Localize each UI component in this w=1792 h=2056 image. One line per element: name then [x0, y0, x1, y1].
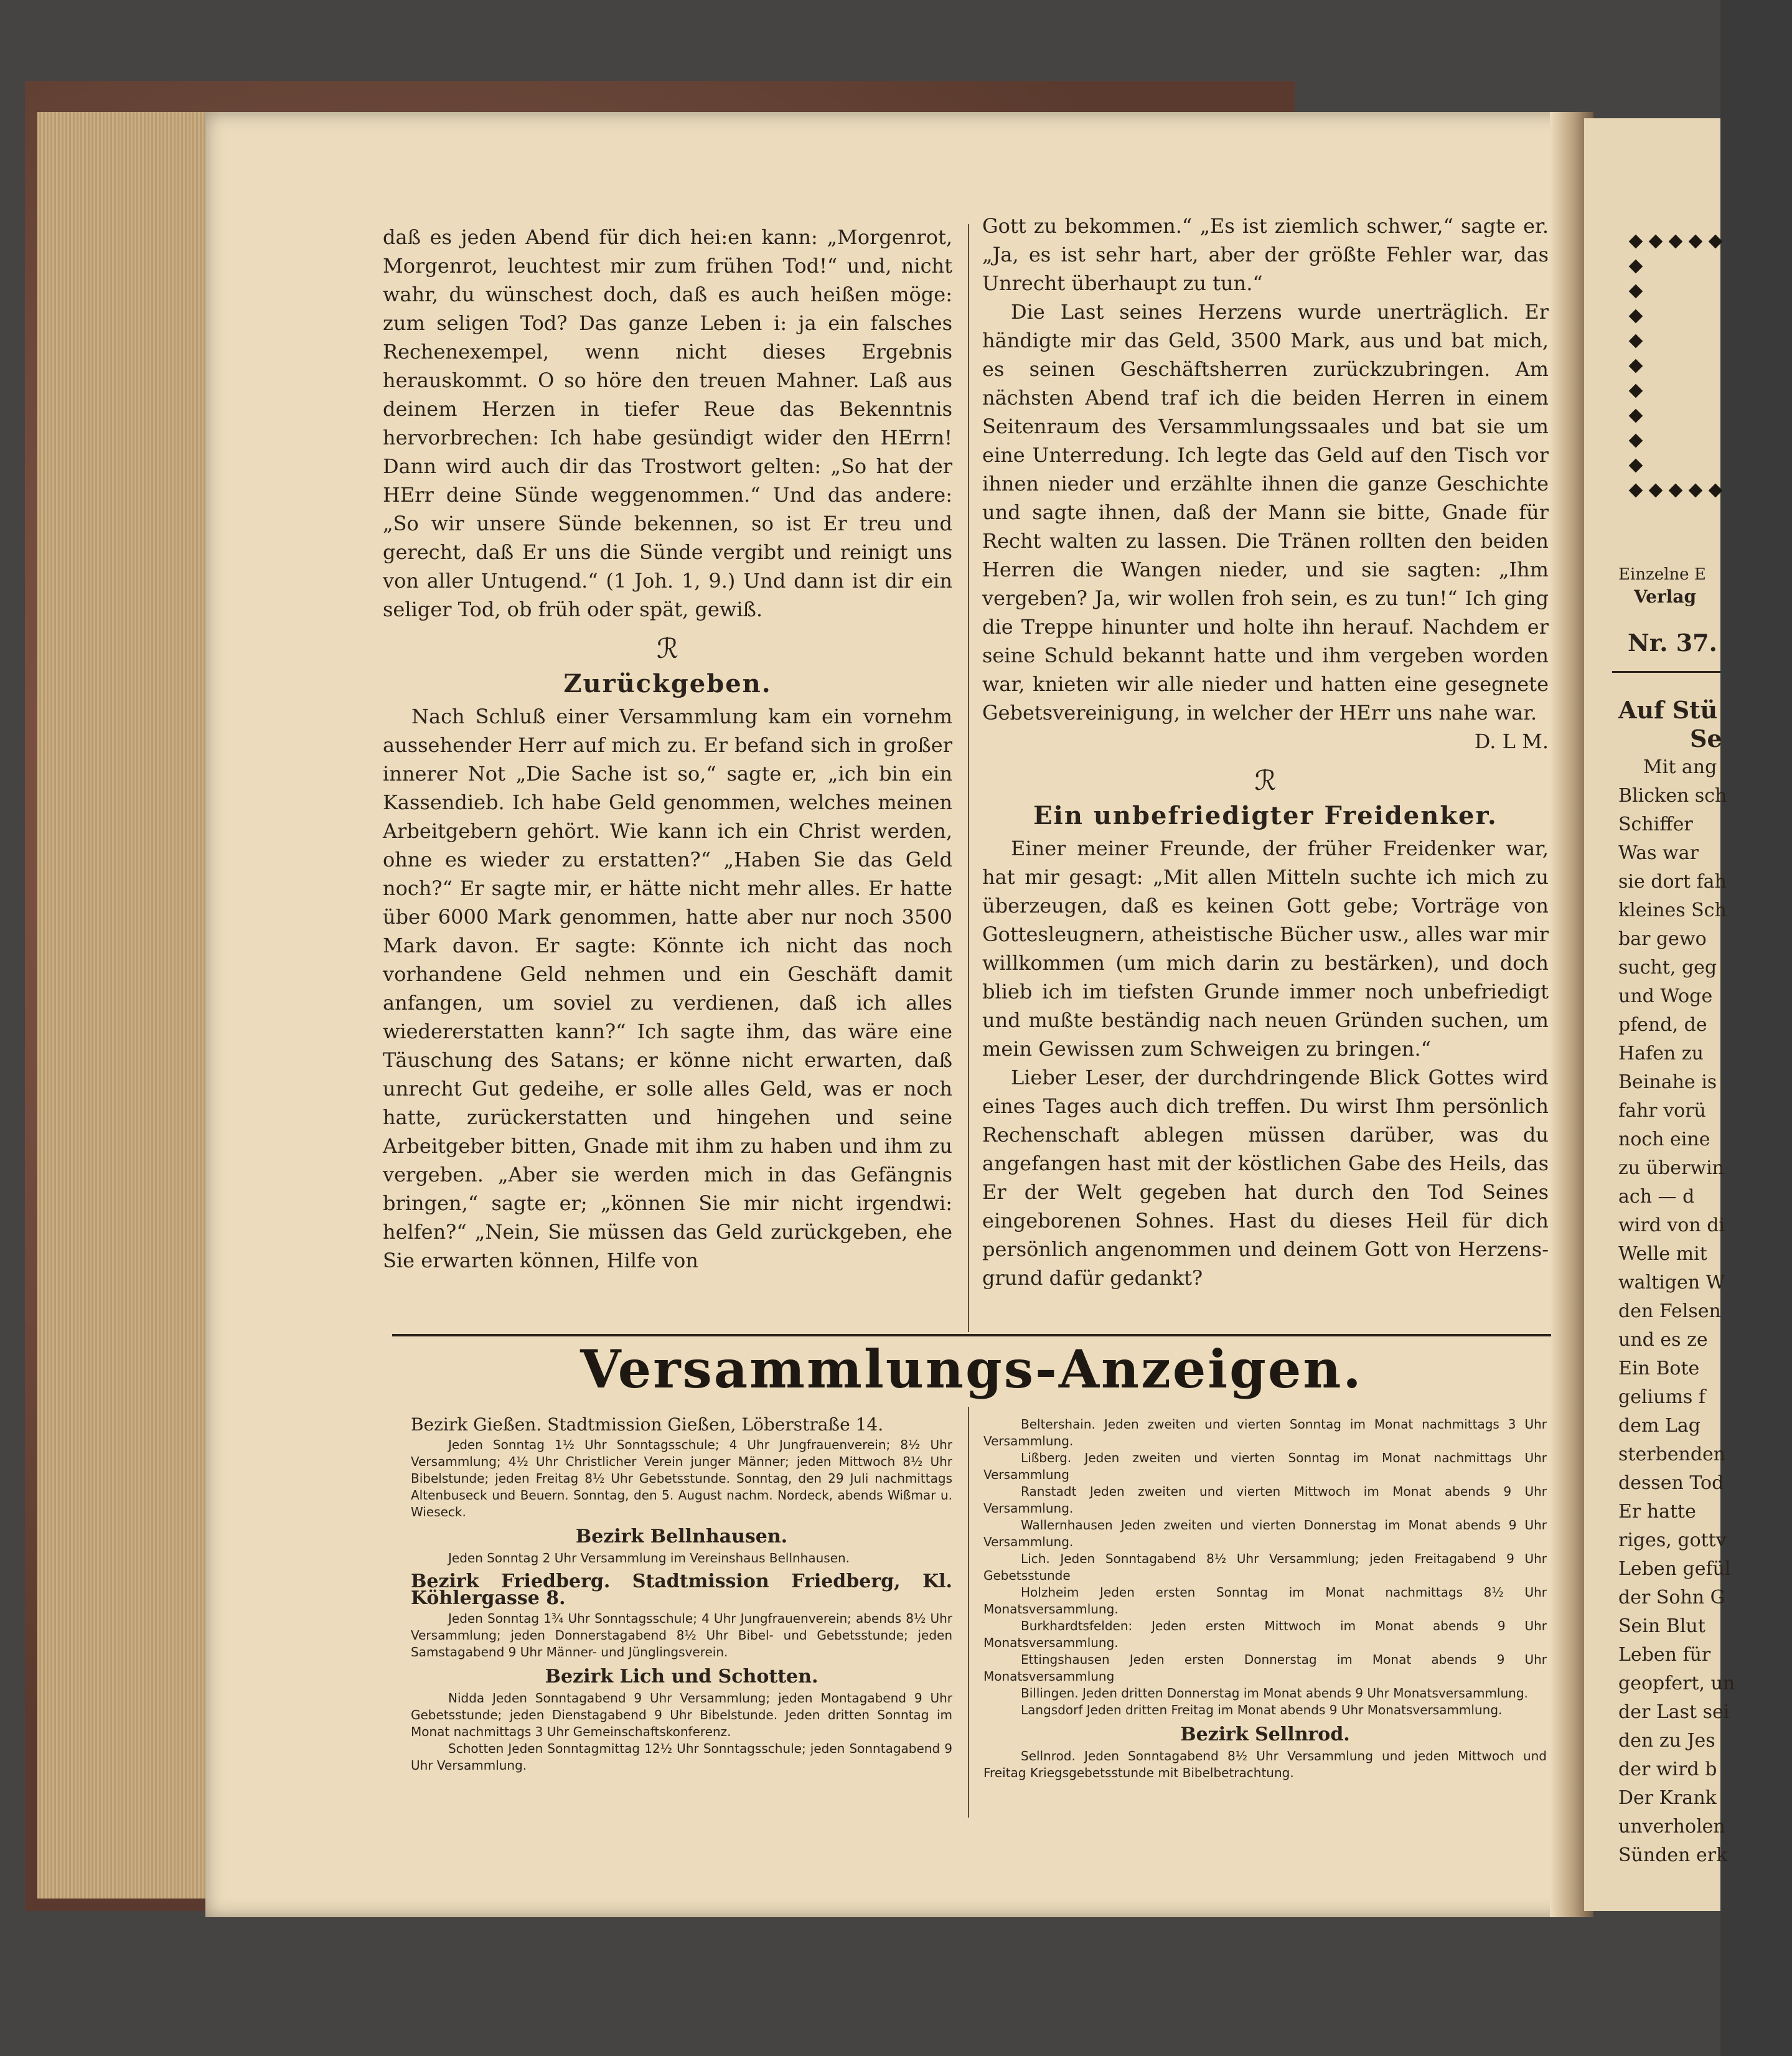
ornament: ℛ	[656, 633, 679, 665]
announcement-text: Schotten Jeden Sonntagmittag 12½ Uhr Sonntagsschule; jeden Sonntagabend 9 Uhr Versammlung.	[411, 1741, 952, 1773]
facing-line: Sünden erk	[1618, 1844, 1728, 1866]
announcement-text: Jeden Sonntag 1¾ Uhr Sonntagsschule; 4 Uhr Jungfrauenverein; abends 8½ Uhr Versammlung; jeden Donnerstagabend 8½ Uhr Bibel- und Gebetsstunde; jeden Samstagabend 9 Uhr Männer- und Jünglingsverein.	[411, 1611, 952, 1659]
right-column	[982, 212, 1549, 1292]
announcement-text: Billingen. Jeden dritten Donnerstag im Monat abends 9 Uhr Monatsversammlung.	[1021, 1686, 1528, 1701]
column-divider	[968, 1407, 969, 1818]
diamond-border-left	[1629, 260, 1643, 473]
facing-line: Mit ang	[1643, 756, 1717, 778]
announcement-text: Nidda Jeden Sonntagabend 9 Uhr Versammlung; jeden Montagabend 9 Uhr Gebetsstunde; jeden Dienstagabend 9 Uhr Bibelstunde. Jeden dritten Sonntag im Monat nachmittags 3 Uhr Gemeinschaftskonferenz.	[411, 1691, 952, 1739]
facing-line: den zu Jes	[1618, 1730, 1715, 1752]
diamond-border-top	[1629, 235, 1723, 249]
paragraph: Gott zu bekommen.“ „Es ist ziemlich schwer,“ sagte er. „Ja, es ist sehr hart, aber der größte Fehler war, das Unrecht überhaupt zu tun.“	[982, 214, 1549, 295]
facing-line: Sein Blut	[1618, 1615, 1705, 1637]
district-heading: Bezirk Friedberg. Stadtmission Friedberg, Kl. Köhlergasse 8.	[411, 1570, 952, 1609]
paragraph: Einer meiner Freunde, der früher Freidenker war, hat mir gesagt: „Mit allen Mitteln suchte ich mich zu überzeugen, daß es keinen Gott gebe; Vorträge von Gottesleugnern, atheistische Bücher usw., alles war mir willkommen (um mich darin zu bestärken), und doch blieb ich im tiefsten Grunde immer noch unbefriedigt und mußte beständig nach neuen Gründen suchen, um mein Gewissen zum Schweigen zu bringen.“	[982, 837, 1549, 1061]
paragraph: daß es jeden Abend für dich hei:en kann: „Morgenrot, Morgenrot, leuchtest mir zum frühen Tod!“ und, nicht wahr, du wünschest doch, daß es auch heißen möge: zum seligen Tod? Das ganze Leben i: ja ein falsches Rechenexempel, wenn nicht dieses Ergebnis herauskommt. O so höre den treuen Mahner. Laß aus deinem Herzen in tiefer Reue das Bekenntnis hervorbrechen: Ich habe gesündigt wider den HErrn! Dann wird auch dir das Trostwort gelten: „So hat der HErr deine Sünde weggenommen.“ Und das andere: „So wir unsere Sünde bekennen, so ist Er treu und gerecht, daß Er uns die Sünde vergibt und reinigt uns von aller Untugend.“ (1 Joh. 1, 9.) Und dann ist dir ein seliger Tod, ob früh oder spät, gewiß.	[383, 225, 952, 621]
paragraph: Nach Schluß einer Versammlung kam ein vornehm aussehender Herr auf mich zu. Er befand sich in großer innerer Not „Die Sache ist so,“ sagte er, „ich bin ein Kassendieb. Ich habe Geld genommen, welches meinen Arbeitgebern gehört. Wie kann ich ein Christ werden, ohne es wieder zu erstatten?“ „Haben Sie das Geld noch?“ Er sagte mir, er hätte nicht mehr alles. Er hatte über 6000 Mark genommen, hatte aber nur noch 3500 Mark davon. Er sagte: Könnte ich nicht das noch vorhandene Geld nehmen und ein Geschäft damit anfangen, um soviel zu verdienen, daß ich alles wiedererstatten kann?“ Ich sagte ihm, das wäre eine Täuschung des Satans; er könne nicht erwarten, daß unrecht Gut gedeihe, er solle alles Geld, was er noch hatte, zurückerstatten und hingehen und seine Arbeitgeber bitten, Gnade mit ihm zu haben und ihm zu vergeben. „Aber sie werden mich in das Gefängnis bringen,“ sagte er; „können Sie mir nicht irgendwi: helfen?“ „Nein, Sie müssen das Geld zurückgeben, ehe Sie erwarten können, Hilfe von	[383, 705, 952, 1272]
facing-line: zu überwin	[1618, 1157, 1724, 1179]
facing-line: kleines Sch	[1618, 899, 1727, 921]
facing-line: und es ze	[1618, 1329, 1708, 1351]
facing-line: sie dort fah	[1618, 871, 1727, 893]
announcement-text: Holzheim Jeden ersten Sonntag im Monat nachmittags 8½ Uhr Monatsversammlung.	[983, 1585, 1547, 1617]
announcements-right	[983, 1416, 1547, 1781]
facing-line: Beinahe is	[1618, 1071, 1717, 1093]
column-divider	[968, 224, 969, 1332]
facing-line: geopfert, un	[1618, 1673, 1735, 1694]
diamond-border-bottom	[1629, 484, 1723, 498]
facing-line: unverholen	[1618, 1816, 1725, 1838]
facing-line: den Felsen	[1618, 1300, 1721, 1322]
facing-rule	[1612, 671, 1720, 673]
announcement-text: Ranstadt Jeden zweiten und vierten Mittwoch im Monat abends 9 Uhr Versammlung.	[983, 1484, 1547, 1516]
facing-line: Leben für	[1618, 1644, 1711, 1666]
facing-line: pfend, de	[1618, 1014, 1707, 1036]
announcement-text: Jeden Sonntag 2 Uhr Versammlung im Vereinshaus Bellnhausen.	[448, 1551, 850, 1565]
facing-line: fahr vorü	[1618, 1100, 1706, 1122]
facing-line: Schiffer	[1618, 814, 1693, 835]
section-rule	[392, 1334, 1551, 1336]
signature: D. L M.	[1474, 730, 1549, 753]
district-heading: Bezirk Bellnhausen.	[575, 1526, 788, 1547]
left-column	[383, 223, 952, 1275]
facing-line: Se	[1690, 725, 1722, 753]
facing-line: Auf Stü	[1618, 696, 1718, 724]
facing-column	[1618, 696, 1735, 1870]
facing-line: Hafen zu	[1618, 1043, 1704, 1064]
ornament: ℛ	[1254, 765, 1277, 797]
district-heading: Bezirk Gießen. Stadtmission Gießen, Löberstraße 14.	[411, 1414, 884, 1435]
announcement-text: Burkhardtsfelden: Jeden ersten Mittwoch im Monat abends 9 Uhr Monatsversammlung.	[983, 1618, 1547, 1650]
facing-line: Er hatte	[1618, 1501, 1696, 1523]
announcement-text: Ettingshausen Jeden ersten Donnerstag im Monat abends 9 Uhr Monatsversammlung	[983, 1652, 1547, 1684]
facing-line: Welle mit	[1618, 1243, 1707, 1265]
facing-line: geliums f	[1618, 1386, 1705, 1408]
issue-number: Nr. 37.	[1628, 629, 1717, 657]
facing-line: der Last sei	[1618, 1701, 1730, 1723]
announcement-text: Beltershain. Jeden zweiten und vierten Sonntag im Monat nachmittags 3 Uhr Versammlung.	[983, 1417, 1547, 1448]
announcement-text: Langsdorf Jeden dritten Freitag im Monat abends 9 Uhr Monatsversammlung.	[1021, 1702, 1503, 1717]
facing-header: Verlag	[1634, 586, 1697, 607]
facing-line: waltigen W	[1618, 1272, 1725, 1293]
district-heading: Bezirk Lich und Schotten.	[545, 1666, 819, 1688]
facing-header: Einzelne E	[1618, 565, 1706, 584]
facing-line: dem Lag	[1618, 1415, 1701, 1437]
facing-line: Der Krank	[1618, 1787, 1717, 1809]
facing-line: noch eine	[1618, 1129, 1710, 1150]
facing-line: Ein Bote	[1618, 1358, 1700, 1379]
facing-line: bar gewo	[1618, 928, 1707, 950]
announcement-text: Jeden Sonntag 1½ Uhr Sonntagsschule; 4 Uhr Jungfrauenverein; 8½ Uhr Versammlung; 4½ Uhr Christlicher Verein junger Männer; jeden Mittwoch 8½ Uhr Bibelstunde; jeden Freitag 8½ Uhr Gebetsstunde. Sonntag, den 29 Juli nachmittags Altenbuseck und Beuern. Sonntag, den 5. August nachm. Nordeck, abends Wißmar u. Wieseck.	[411, 1437, 952, 1519]
announcements-left	[411, 1416, 952, 1774]
facing-line: Leben gefül	[1618, 1558, 1731, 1580]
announcement-text: Lißberg. Jeden zweiten und vierten Sonntag im Monat nachmittags Uhr Versammlung	[983, 1450, 1547, 1482]
facing-line: sterbenden	[1618, 1443, 1726, 1465]
facing-line: und Woge	[1618, 985, 1713, 1007]
facing-line: wird von di	[1618, 1214, 1725, 1236]
announcement-text: Wallernhausen Jeden zweiten und vierten Donnerstag im Monat abends 9 Uhr Versammlung.	[983, 1518, 1547, 1549]
paragraph: Lieber Leser, der durchdringende Blick Gottes wird eines Tages auch dich treffen. Du wirst Ihm persönlich Rechenschaft ablegen müssen darüber, was du angefangen hast mit der köstlichen Gabe des Heils, das Er der Welt gegeben hat durch den Tod Seines eingeborenen Sohnes. Hast du dieses Heil für dich persönlich angenommen und deinem Gott von Herzens-grund dafür gedankt?	[982, 1066, 1549, 1290]
announcement-text: Sellnrod. Jeden Sonntagabend 8½ Uhr Versammlung und jeden Mittwoch und Freitag Kriegsgebetsstunde mit Bibelbetrachtung.	[983, 1749, 1547, 1780]
facing-line: riges, gottv	[1618, 1529, 1727, 1551]
facing-line: Blicken sch	[1618, 785, 1727, 807]
paragraph: Die Last seines Herzens wurde unerträglich. Er händigte mir das Geld, 3500 Mark, aus und bat mich, es seinen Geschäftsherren zurückzubringen. Am nächsten Abend traf ich die beiden Herren in einem Seitenraum des Versammlungssaales und bat sie um eine Unterredung. Ich legte das Geld auf den Tisch vor ihnen nieder und erzählte ihnen die ganze Geschichte und sagte ihnen, daß der Mann sie bitte, Gnade für Recht walten zu lassen. Die Tränen rollten den beiden Herren die Wangen nieder, und sie sagten: „Ihm vergeben? Ja, wir wollen froh sein, es zu tun!“ Ich ging die Treppe hinunter und holte ihn herauf. Nachdem er seine Schuld bekannt hatte und ihm vergeben worden war, knieten wir alle nieder und hatten eine gesegnete Gebetsvereinigung, in welcher der HErr uns nahe war.	[982, 300, 1549, 725]
facing-line: ach — d	[1618, 1186, 1695, 1208]
page-edges	[37, 112, 212, 1899]
article-heading: Zurückgeben.	[563, 669, 772, 698]
facing-line: dessen Tod	[1618, 1472, 1724, 1494]
announcement-text: Lich. Jeden Sonntagabend 8½ Uhr Versammlung; jeden Freitagabend 9 Uhr Gebetsstunde	[983, 1551, 1547, 1583]
diamond-border	[1628, 233, 1721, 517]
facing-line: sucht, geg	[1618, 957, 1717, 979]
facing-line: der wird b	[1618, 1758, 1717, 1780]
district-heading: Bezirk Sellnrod.	[1180, 1724, 1350, 1745]
article-heading: Ein unbefriedigter Freidenker.	[1033, 801, 1498, 830]
banner-heading: Versammlungs-Anzeigen.	[580, 1338, 1363, 1400]
facing-line: Was war	[1618, 842, 1699, 864]
facing-line: der Sohn G	[1618, 1587, 1725, 1608]
